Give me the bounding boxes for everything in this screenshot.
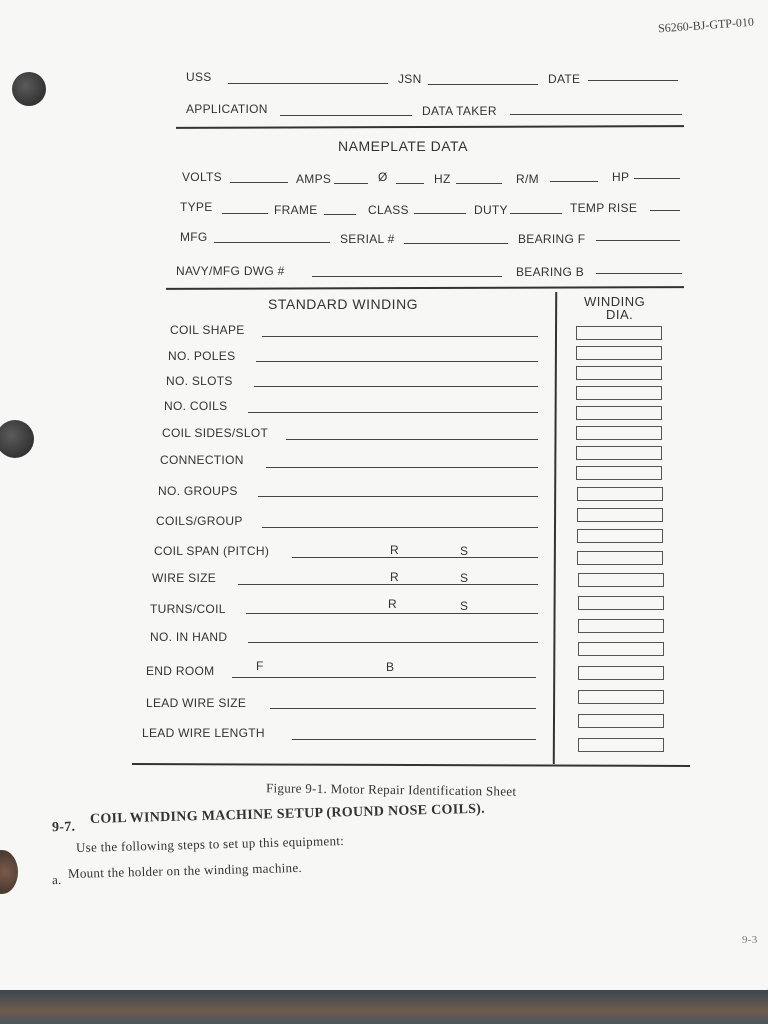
temp-rise-label: TEMP RISE [570,201,638,215]
wire-size-s: S [460,571,469,585]
winding-dia-box[interactable] [576,406,662,420]
coils-group-line [262,527,538,528]
figure-caption: Figure 9-1. Motor Repair Identification Sheet [265,780,517,799]
winding-dia-box[interactable] [576,446,662,460]
amps-line [334,183,368,184]
section-intro: Use the following steps to set up this equipment: [75,832,345,855]
nameplate-divider [166,286,684,290]
date-label: DATE [548,72,581,86]
frame-line [324,214,356,215]
no-poles-label: NO. POLES [168,349,236,363]
coil-span-label: COIL SPAN (PITCH) [154,544,270,558]
lead-wire-length-label: LEAD WIRE LENGTH [142,726,265,740]
winding-dia-box[interactable] [578,573,664,587]
type-line [222,213,268,214]
no-groups-label: NO. GROUPS [158,484,238,498]
end-room-label: END ROOM [146,664,215,678]
nameplate-title: NAMEPLATE DATA [338,138,468,154]
step-a-text: Mount the holder on the winding machine. [67,859,303,881]
connection-line [266,467,538,468]
page-number: 9-3 [742,934,758,946]
volts-line [230,182,288,183]
bearing-f-line [596,240,680,241]
temp-rise-line [650,210,680,211]
background-surface [0,990,768,1024]
uss-label: USS [186,70,212,84]
application-line [280,115,412,116]
wire-size-r: R [390,570,399,584]
winding-dia-box[interactable] [576,366,662,380]
winding-dia-box[interactable] [578,642,664,656]
no-coils-label: NO. COILS [164,399,228,413]
winding-column-divider [553,292,557,764]
bearing-b-line [596,273,682,274]
winding-dia-box[interactable] [577,529,663,543]
class-label: CLASS [368,203,409,217]
end-room-b: B [386,660,395,674]
navy-mfg-dwg-line [312,276,502,277]
phase-label: Ø [378,170,388,184]
step-a-marker: a. [51,871,62,888]
wire-size-label: WIRE SIZE [152,571,217,585]
winding-bottom-divider [132,763,690,767]
no-in-hand-line [248,642,538,643]
end-room-line [232,677,536,678]
hp-label: HP [612,170,630,184]
duty-line [510,213,562,214]
coil-shape-label: COIL SHAPE [170,323,245,337]
winding-dia-box[interactable] [576,346,662,360]
bearing-f-label: BEARING F [518,232,586,246]
no-coils-line [248,412,538,413]
mfg-line [214,242,330,243]
winding-dia-title-1: WINDING [584,294,646,309]
winding-dia-box[interactable] [576,426,662,440]
winding-dia-box[interactable] [577,487,663,501]
date-line [588,80,678,81]
winding-dia-box[interactable] [578,714,664,728]
coil-span-line [292,557,538,558]
class-line [414,213,466,214]
mfg-label: MFG [180,230,208,244]
rpm-label: R/M [516,172,539,186]
turns-coil-s: S [460,599,469,613]
winding-dia-box[interactable] [577,551,663,565]
wire-size-line [238,584,538,585]
turns-coil-r: R [388,597,397,611]
hp-line [634,178,680,179]
data-taker-label: DATA TAKER [422,104,497,118]
amps-label: AMPS [296,172,332,186]
uss-line [228,83,388,84]
serial-line [404,243,508,244]
duty-label: DUTY [474,203,508,217]
no-poles-line [256,361,538,362]
coil-span-r: R [390,543,399,557]
coils-group-label: COILS/GROUP [156,514,243,528]
lead-wire-length-line [292,739,536,740]
frame-label: FRAME [274,203,318,217]
winding-dia-title-2: DIA. [606,307,634,322]
hz-line [456,183,502,184]
winding-dia-box[interactable] [576,386,662,400]
coil-shape-line [262,336,538,337]
connection-label: CONNECTION [160,453,244,467]
winding-dia-box[interactable] [577,508,663,522]
binder-hole-top [12,72,46,106]
winding-dia-box[interactable] [578,666,664,680]
jsn-label: JSN [398,72,422,86]
rpm-line [550,181,598,182]
no-groups-line [258,496,538,497]
data-taker-line [510,114,682,115]
navy-mfg-dwg-label: NAVY/MFG DWG # [176,264,285,278]
coil-span-s: S [460,544,469,558]
hz-label: HZ [434,172,451,186]
lead-wire-size-label: LEAD WIRE SIZE [146,696,247,710]
section-number: 9-7. [51,819,76,836]
winding-dia-box[interactable] [578,690,664,704]
coil-sides-slot-line [286,439,538,440]
type-label: TYPE [180,200,213,214]
no-slots-label: NO. SLOTS [166,374,233,388]
header-divider [176,125,684,129]
winding-dia-box[interactable] [576,326,662,340]
winding-dia-box[interactable] [578,738,664,752]
coil-sides-slot-label: COIL SIDES/SLOT [162,426,269,440]
jsn-line [428,84,538,85]
winding-dia-box[interactable] [578,596,664,610]
no-slots-line [254,386,538,387]
application-label: APPLICATION [186,102,268,116]
phase-line [396,183,424,184]
binder-hole-middle [0,420,34,458]
end-room-f: F [256,659,264,673]
section-title: COIL WINDING MACHINE SETUP (ROUND NOSE COILS). [89,801,486,827]
bearing-b-label: BEARING B [516,265,585,279]
turns-coil-line [246,613,538,614]
lead-wire-size-line [270,708,536,709]
standard-winding-title: STANDARD WINDING [268,296,419,312]
binder-hole-bottom [0,850,18,894]
turns-coil-label: TURNS/COIL [150,602,226,616]
winding-dia-box[interactable] [578,619,664,633]
volts-label: VOLTS [182,170,222,184]
serial-label: SERIAL # [340,232,395,246]
winding-dia-box[interactable] [576,466,662,480]
document-code: S6260-BJ-GTP-010 [657,14,755,36]
no-in-hand-label: NO. IN HAND [150,630,228,644]
